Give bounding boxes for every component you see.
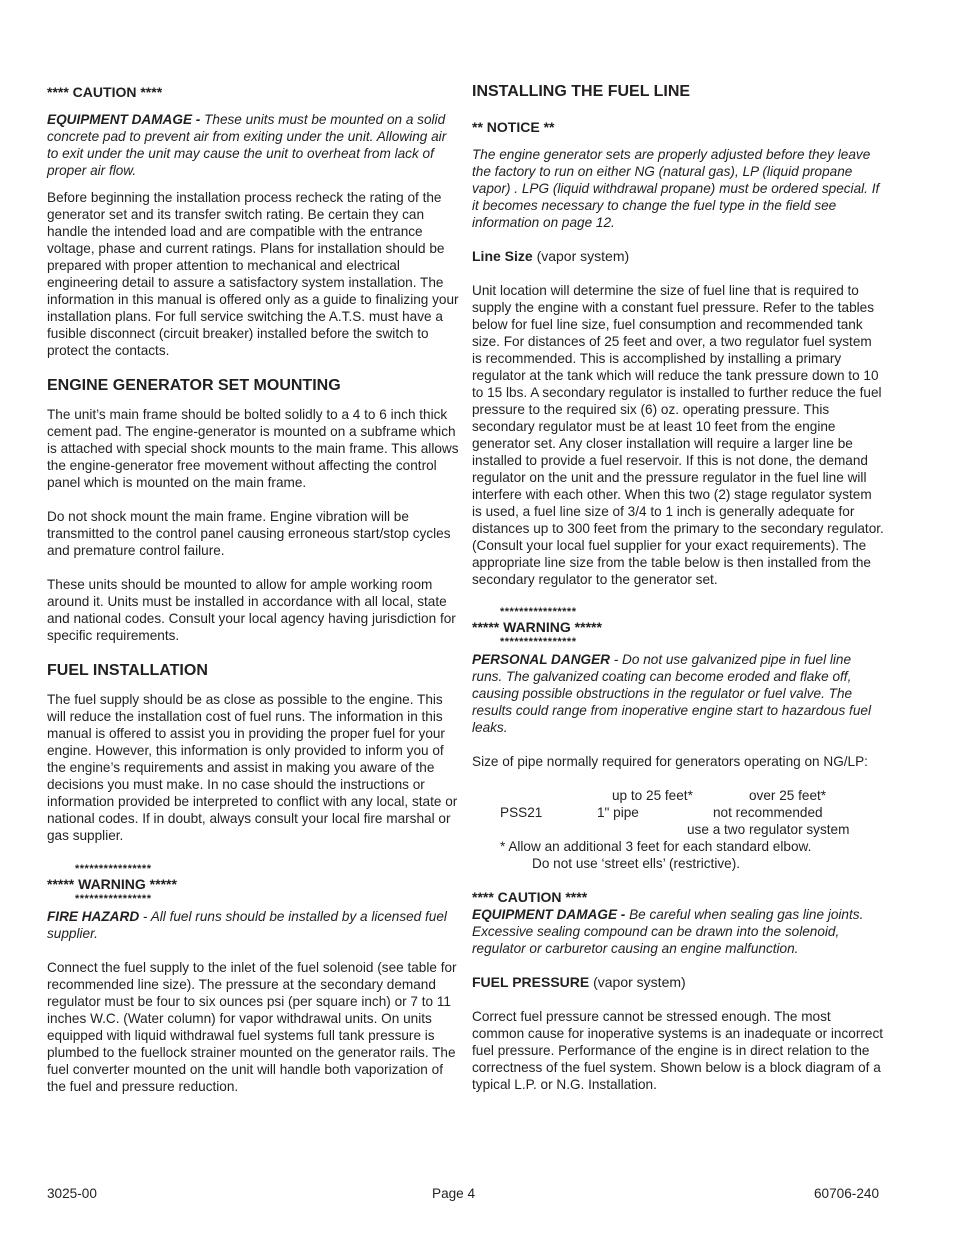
mounting-paragraph-2: Do not shock mount the main frame. Engine vibration will be transmitted to the control panel causing erroneous start/stop cycles and premature control failure. [47,509,451,558]
warning-stars-bottom: **************** [75,893,152,905]
caution-label: **** CAUTION **** [47,84,163,100]
warning-stars-bottom: **************** [500,636,577,648]
line-size-bold: Line Size [472,248,533,264]
line-size-heading [472,248,884,265]
right-column [472,82,884,1093]
section-heading-mounting: ENGINE GENERATOR SET MOUNTING [47,377,341,394]
fuel-pressure-rest: (vapor system) [589,974,686,990]
caution-paragraph [472,906,884,957]
warning-lead: FIRE HAZARD [47,909,140,924]
pipe-size-table [472,787,884,838]
section-heading-fuel-installation: FUEL INSTALLATION [47,662,208,679]
caution-paragraph [47,111,459,179]
pipe-intro: Size of pipe normally required for generators operating on NG/LP: [472,754,868,769]
warning-label: ***** WARNING ***** [472,619,602,635]
line-size-rest: (vapor system) [532,248,630,264]
notice-text: The engine generator sets are properly adjusted before they leave the factory to run on either NG (natural gas), LP (liquid propane vapor) . LPG (liquid withdrawal propane) must be ordered special. If it becomes necessary to change the fuel type in the field see information on page 12. [472,147,880,230]
section-heading-fuel-line: INSTALLING THE FUEL LINE [472,83,691,100]
table-header-over-25: over 25 feet* [749,788,827,803]
mounting-paragraph-3: These units should be mounted to allow for ample working room around it. Units must be installed in accordance with all local, state and national codes. Consult your local agency having jurisdiction for specific requirements. [47,577,456,643]
table-row-label: PSS21 [500,805,543,820]
footer-part-number: 60706-240 [814,1186,880,1201]
caution-text: These units must be mounted on a solid concrete pad to prevent air from exiting under the unit. Allowing air to exit under the unit may cause the unit to overheat from lack of proper air flow. [47,112,447,178]
table-note-street-ells: Do not use ‘street ells’ (restrictive). [532,856,740,871]
left-column [47,82,459,1095]
intro-paragraph: Before beginning the installation process recheck the rating of the generator set and its transfer switch rating. Be certain they can handle the intended load and are compatible with the entrance voltage, phase and current ratings. Plans for installation should be prepared with proper attention to mechanical and electrical engineering detail to assure a satisfactory system installation. The information in this manual is offered only as a guide to finalizing your installation plans. For full service switching the A.T.S. must have a fusible disconnect (circuit breaker) installed before the switch to protect the contacts. [47,190,459,358]
personal-danger-warning [472,651,884,736]
table-cell-over-25: not recommended [713,805,823,820]
caution-text: Be careful when sealing gas line joints. Excessive sealing compound can be drawn into the solenoid, regulator or carburetor causing an engine malfunction. [472,907,864,956]
fuel-pressure-paragraph: Correct fuel pressure cannot be stressed enough. The most common cause for inoperative systems is an inadequate or incorrect fuel pressure. Performance of the engine is in direct relation to the correctness of the fuel system. Shown below is a block diagram of a typical L.P. or N.G. Installation. [472,1009,884,1092]
caution-lead: EQUIPMENT DAMAGE - [472,907,626,922]
warning-stars-top: **************** [75,863,152,875]
fuel-installation-paragraph-2: Connect the fuel supply to the inlet of the fuel solenoid (see table for recommended line size). The pressure at the secondary demand regulator must be four to six ounces psi (per square inch) or 7 to 11 inches W.C. (Water column) for vapor withdrawal units. On units equipped with liquid withdrawal fuel systems full tank pressure is plumbed to the fuellock strainer mounted on the generator rails. The fuel converter mounted on the unit will handle both vaporization of the fuel and pressure reduction. [47,960,457,1094]
footer-doc-number: 3025-00 [47,1186,97,1201]
fuel-pressure-heading [472,974,884,991]
table-note-elbow: * Allow an additional 3 feet for each standard elbow. [500,839,812,854]
fuel-installation-paragraph-1: The fuel supply should be as close as possible to the engine. This will reduce the installation cost of fuel runs. The information in this manual is offered to assist you in providing the proper fuel for your engine. However, this information is only provided to inform you of the engine’s requirements and assist in making you aware of the decisions you must make. In no case should the instructions or information provided be interpreted to conflict with any local, state or national codes. If in doubt, always consult your local fire marshal or gas supplier. [47,692,458,843]
caution-lead: EQUIPMENT DAMAGE - [47,112,201,127]
fuel-line-paragraph: Unit location will determine the size of fuel line that is required to supply the engine with a constant fuel pressure. Refer to the tables below for fuel line size, fuel consumption and recommended tank size. For distances of 25 feet and over, a two regulator fuel system is recommended. This is accomplished by installing a primary regulator at the tank which will reduce the tank pressure down to 10 to 15 lbs. A secondary regulator is installed to further reduce the fuel pressure to the required six (6) oz. operating pressure. This secondary regulator must be at least 10 feet from the engine generator set. Any closer installation will require a larger line be installed to provide a fuel reservoir. If this is not done, the demand regulator on the unit and the pressure regulator in the fuel line will interfere with each other. When this two (2) stage regulator system is used, a fuel line size of 3/4 to 1 inch is generally adequate for distances up to 300 feet from the primary to the secondary regulator. (Consult your local fuel supplier for your exact requirements). The appropriate line size from the table below is then installed from the secondary regulator to the generator set. [472,283,884,587]
warning-stars-top: **************** [500,606,577,618]
warning-text: - All fuel runs should be installed by a licensed fuel supplier. [47,909,447,941]
table-cell-up-to-25: 1" pipe [597,805,639,820]
mounting-paragraph-1: The unit’s main frame should be bolted solidly to a 4 to 6 inch thick cement pad. The engine-generator is mounted on a subframe which is attached with special shock mounts to the main frame. This allows the engine-generator free movement without affecting the control panel which is mounted on the main frame. [47,407,459,490]
warning-lead: PERSONAL DANGER [472,652,610,667]
table-header-up-to-25: up to 25 feet* [612,788,693,803]
footer-page-number: Page 4 [432,1186,476,1201]
caution-label: **** CAUTION **** [472,889,588,905]
warning-text: - Do not use galvanized pipe in fuel line runs. The galvanized coating can become eroded and flake off, causing possible obstructions in the regulator or fuel valve. The results could range from inoperative engine start to hazardous fuel leaks. [472,652,871,735]
warning-label: ***** WARNING ***** [47,876,177,892]
table-cell-over-25-note: use a two regulator system [687,822,850,837]
notice-label: ** NOTICE ** [472,119,555,135]
fuel-pressure-bold: FUEL PRESSURE [472,974,590,990]
fire-hazard-warning [47,908,459,942]
